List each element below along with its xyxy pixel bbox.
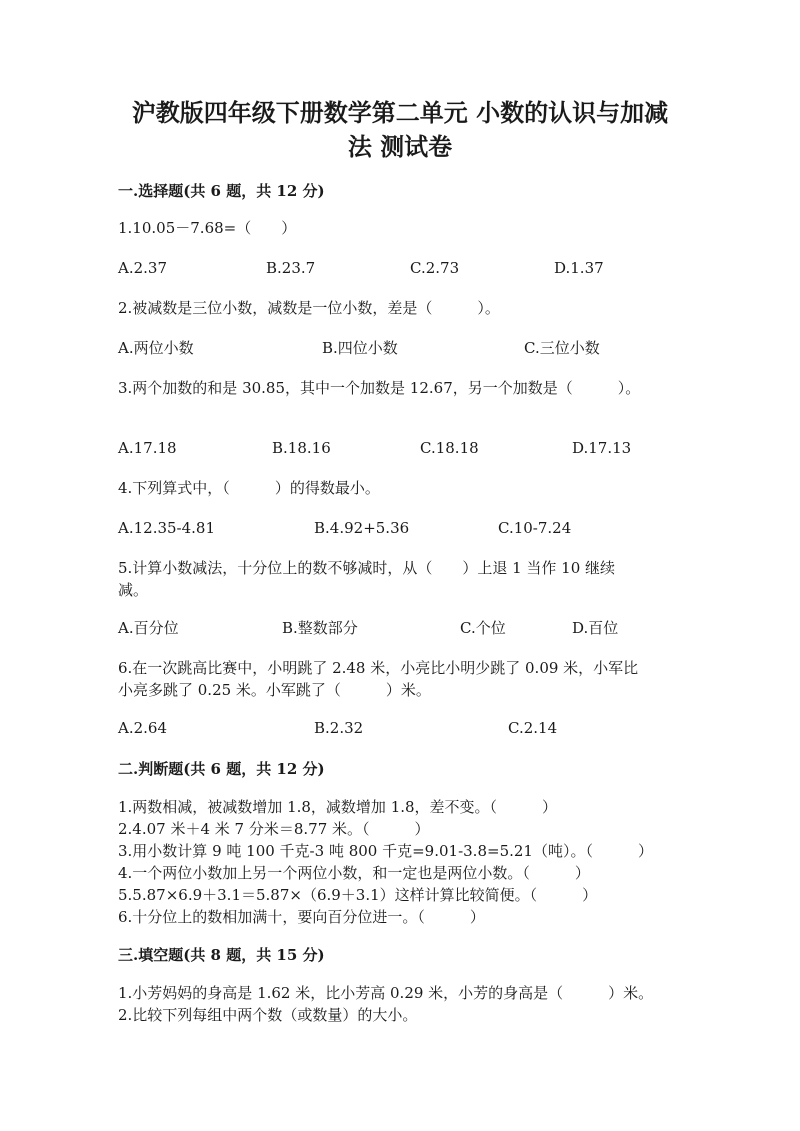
option-b: B.四位小数 <box>322 339 398 357</box>
option-c: C.三位小数 <box>524 339 600 357</box>
option-b: B.18.16 <box>272 439 331 457</box>
judgement-item: 4.一个两位小数加上另一个两位小数，和一定也是两位小数。（ ） <box>118 864 590 882</box>
question-5-line-2: 减。 <box>118 581 149 599</box>
question-4: 4.下列算式中，（ ）的得数最小。 <box>118 479 380 497</box>
title-line-2: 法 测试卷 <box>347 132 453 161</box>
section-heading-choice: 一.选择题(共 6 题，共 12 分) <box>118 182 325 200</box>
option-c: C.10-7.24 <box>498 519 572 537</box>
title-line-1: 沪教版四年级下册数学第二单元 小数的认识与加减 <box>131 98 669 127</box>
option-a: A.百分位 <box>118 619 179 637</box>
question-3: 3.两个加数的和是 30.85，其中一个加数是 12.67，另一个加数是（ ）。 <box>118 379 641 397</box>
page-title <box>118 0 682 164</box>
option-c: C.18.18 <box>420 439 479 457</box>
question-2-options <box>118 337 682 359</box>
judgement-item: 3.用小数计算 9 吨 100 千克-3 吨 800 千克=9.01-3.8=5.21（吨）。（ ） <box>118 842 653 860</box>
option-a: A.2.37 <box>118 259 167 277</box>
question-6-line-2: 小亮多跳了 0.25 米。小军跳了（ ）米。 <box>118 681 431 699</box>
option-c: C.2.73 <box>410 259 460 277</box>
option-b: B.4.92+5.36 <box>314 519 410 537</box>
question-6-line-1: 6.在一次跳高比赛中，小明跳了 2.48 米，小亮比小明少跳了 0.09 米，小军比 <box>118 659 639 677</box>
question-2: 2.被减数是三位小数，减数是一位小数，差是（ ）。 <box>118 299 500 317</box>
question-1-options <box>118 257 682 279</box>
option-a: A.两位小数 <box>118 339 194 357</box>
option-c: C.个位 <box>460 619 506 637</box>
judgement-item: 5.5.87×6.9＋3.1＝5.87×（6.9＋3.1）这样计算比较简便。（ ） <box>118 886 598 904</box>
option-b: B.23.7 <box>266 259 316 277</box>
option-d: D.百位 <box>572 619 619 637</box>
question-1: 1.10.05－7.68=（ ） <box>118 219 297 237</box>
question-5-options <box>118 617 682 639</box>
section-heading-judgement: 二.判断题(共 6 题，共 12 分) <box>118 760 325 778</box>
question-3-options <box>118 437 682 459</box>
fill-in-item: 2.比较下列每组中两个数（或数量）的大小。 <box>118 1006 418 1024</box>
question-6-options <box>118 717 682 739</box>
option-b: B.整数部分 <box>282 619 358 637</box>
judgement-item: 1.两数相减，被减数增加 1.8，减数增加 1.8，差不变。（ ） <box>118 798 558 816</box>
fill-in-item: 1.小芳妈妈的身高是 1.62 米，比小芳高 0.29 米，小芳的身高是（ ）米。 <box>118 984 654 1002</box>
option-c: C.2.14 <box>508 719 558 737</box>
fill-in-list <box>118 982 682 1026</box>
judgement-item: 6.十分位上的数相加满十，要向百分位进一。（ ） <box>118 908 485 926</box>
judgement-item: 2.4.07 米＋4 米 7 分米＝8.77 米。（ ） <box>118 820 430 838</box>
judgement-list <box>118 796 682 928</box>
section-heading-fill-in: 三.填空题(共 8 题，共 15 分) <box>118 946 325 964</box>
option-a: A.12.35-4.81 <box>118 519 216 537</box>
question-5 <box>118 557 682 601</box>
question-6 <box>118 657 682 701</box>
option-d: D.17.13 <box>572 439 632 457</box>
option-a: A.2.64 <box>118 719 167 737</box>
question-5-line-1: 5.计算小数减法，十分位上的数不够减时，从（ ）上退 1 当作 10 继续 <box>118 559 616 577</box>
option-a: A.17.18 <box>118 439 177 457</box>
question-4-options <box>118 517 682 539</box>
option-d: D.1.37 <box>554 259 604 277</box>
option-b: B.2.32 <box>314 719 364 737</box>
